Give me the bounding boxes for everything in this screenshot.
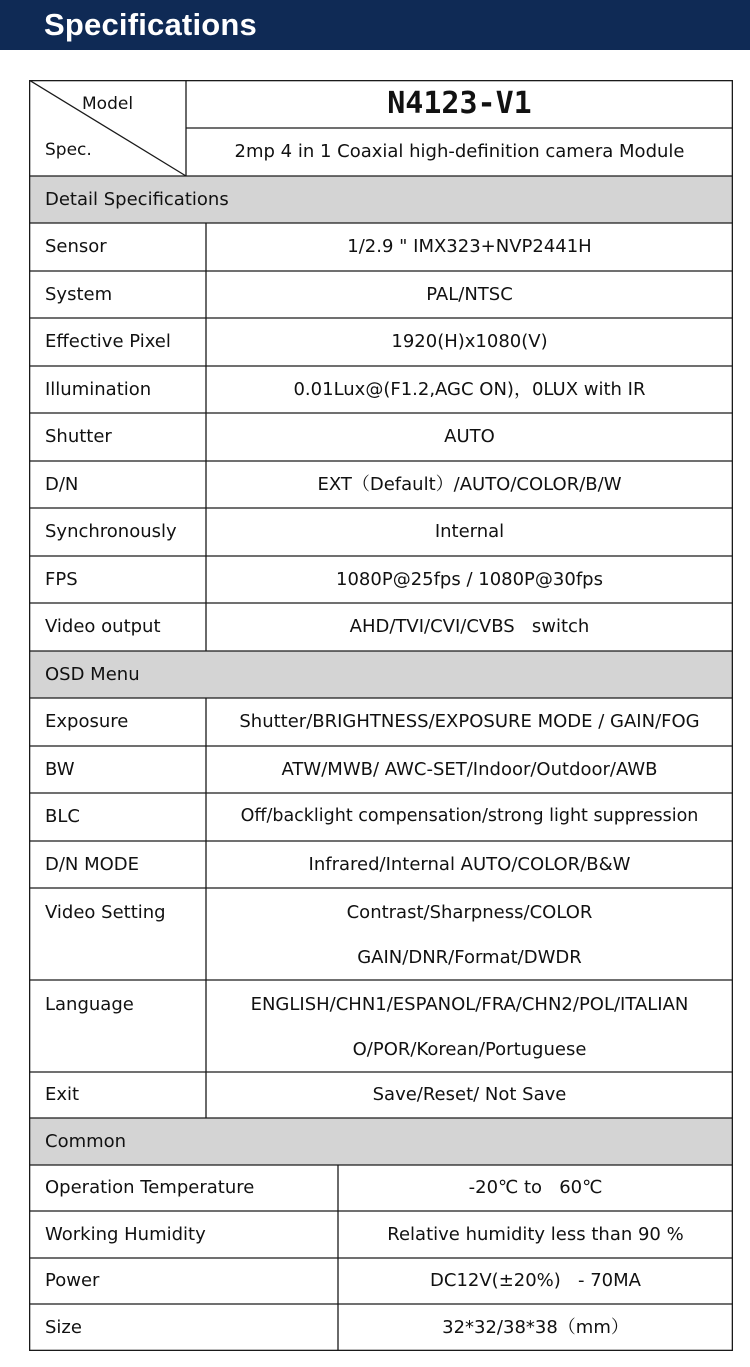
- video-setting-label: Video Setting: [45, 902, 166, 923]
- row-value-video-output: AHD/TVI/CVI/CVBS switch: [349, 616, 590, 637]
- row-label-effective-pixel: Effective Pixel: [45, 331, 171, 352]
- row-value-shutter: AUTO: [444, 426, 495, 447]
- row-label-size: Size: [45, 1316, 82, 1338]
- row-value-illumination: 0.01Lux@(F1.2,AGC ON)，0LUX with IR: [293, 378, 646, 400]
- section-common: Common: [29, 1118, 733, 1165]
- section-detail-specifications: Detail Specifications: [29, 176, 733, 223]
- model-name: N4123-V1: [387, 86, 532, 121]
- row-value-dn-mode: Infrared/Internal AUTO/COLOR/B&W: [308, 853, 631, 875]
- row-value-system: PAL/NTSC: [426, 283, 513, 305]
- spec-label: Spec.: [45, 140, 92, 160]
- row-value-operation-temperature: -20℃ to 60℃: [468, 1177, 603, 1198]
- row-label-sensor: Sensor: [45, 236, 107, 257]
- row-label-exit: Exit: [45, 1084, 80, 1105]
- row-value-dn: EXT（Default）/AUTO/COLOR/B/W: [317, 473, 622, 495]
- section-osd-menu: OSD Menu: [29, 651, 733, 698]
- row-label-operation-temperature: Operation Temperature: [45, 1177, 255, 1198]
- row-label-working-humidity: Working Humidity: [45, 1223, 206, 1245]
- language-line-1: ENGLISH/CHN1/ESPANOL/FRA/CHN2/POL/ITALIAN: [250, 994, 689, 1015]
- row-label-illumination: Illumination: [45, 378, 152, 400]
- page-title: Specifications: [44, 7, 257, 42]
- row-value-effective-pixel: 1920(H)x1080(V): [391, 331, 548, 352]
- model-description: 2mp 4 in 1 Coaxial high-definition camera Module: [234, 141, 685, 162]
- row-label-synchronously: Synchronously: [45, 521, 177, 542]
- row-value-sensor: 1/2.9 " IMX323+NVP2441H: [347, 236, 592, 257]
- video-setting-line-1: Contrast/Sharpness/COLOR: [346, 902, 593, 923]
- row-value-working-humidity: Relative humidity less than 90 %: [387, 1223, 684, 1245]
- row-label-exposure: Exposure: [45, 711, 129, 732]
- row-label-power: Power: [45, 1270, 100, 1291]
- row-label-bw: BW: [45, 758, 75, 780]
- video-setting-line-2: GAIN/DNR/Format/DWDR: [357, 947, 582, 968]
- row-value-fps: 1080P@25fps / 1080P@30fps: [336, 568, 603, 590]
- row-label-system: System: [45, 283, 113, 305]
- language-label: Language: [45, 994, 134, 1015]
- row-label-dn-mode: D/N MODE: [45, 853, 140, 875]
- row-value-exit: Save/Reset/ Not Save: [372, 1084, 567, 1105]
- row-value-synchronously: Internal: [434, 521, 505, 542]
- row-label-fps: FPS: [45, 568, 78, 590]
- row-value-bw: ATW/MWB/ AWC-SET/Indoor/Outdoor/AWB: [281, 758, 658, 780]
- spec-table: [29, 80, 733, 1351]
- row-value-blc: Off/backlight compensation/strong light suppression: [240, 806, 699, 827]
- row-label-shutter: Shutter: [45, 426, 112, 447]
- row-value-exposure: Shutter/BRIGHTNESS/EXPOSURE MODE / GAIN/FOG: [239, 711, 700, 732]
- row-value-power: DC12V(±20%) - 70MA: [430, 1270, 641, 1291]
- language-line-2: O/POR/Korean/Portuguese: [352, 1039, 587, 1060]
- row-value-size: 32*32/38*38（mm）: [442, 1316, 629, 1338]
- header-banner: [0, 0, 750, 50]
- row-label-video-output: Video output: [45, 616, 161, 637]
- row-label-blc: BLC: [45, 806, 80, 827]
- model-label: Model: [82, 94, 134, 114]
- table-grid-lines: [29, 80, 733, 1351]
- row-label-dn: D/N: [45, 473, 79, 495]
